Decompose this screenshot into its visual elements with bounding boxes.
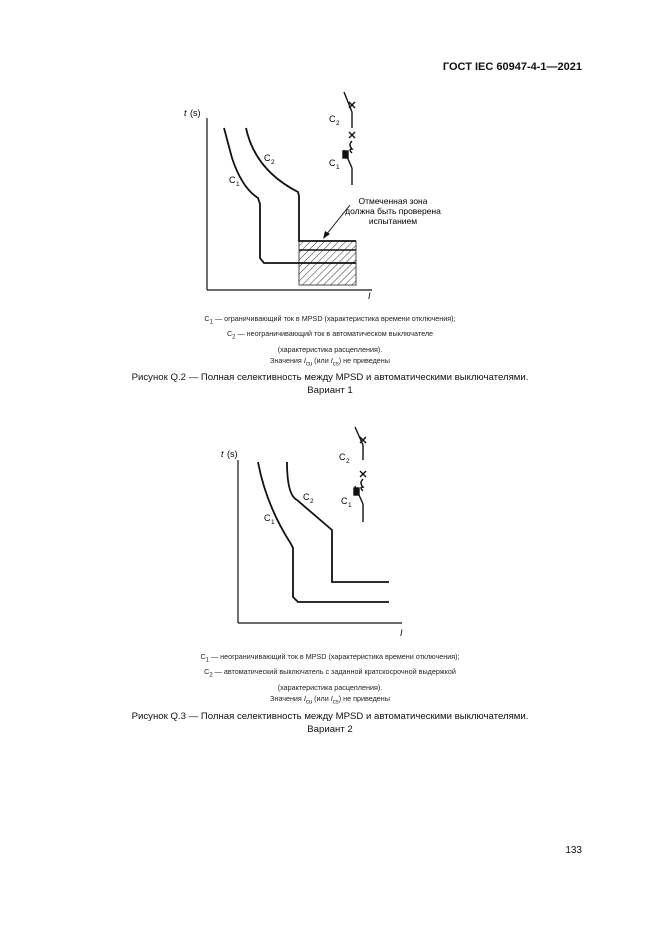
q3-legend-line4: Значения $I_{cu}$ (или $I_{cs}$) не приведены [270, 693, 390, 706]
q2-callout-line1: Отмеченная зона [358, 196, 428, 206]
q3-label-c1: C [264, 513, 271, 523]
q2-label-c1: C [229, 175, 236, 185]
q3-legend-line2: $C_2$ — автоматический выключатель с заданной кратскосрочной выдержкой [204, 667, 456, 679]
q2-legend-line2: $C_2$ — неограничивающий ток в автоматическом выключателе [226, 329, 434, 341]
q2-legend-line4: Значения $I_{cu}$ (или $I_{cs}$) не приведены [270, 355, 390, 368]
q2-schematic-c2: C [329, 114, 336, 124]
q2-label-c1-sub: 1 [236, 181, 240, 188]
q2-y-axis-var: t [184, 108, 187, 118]
q3-label-c2-sub: 2 [310, 498, 314, 505]
page-number: 133 [565, 845, 582, 856]
q2-caption-line1: Рисунок Q.2 — Полная селективность между MPSD и автоматическими выключателями. [131, 372, 529, 383]
q3-legend-line1: $C_1$ — неограничивающий ток в MPSD (характеристика времени отключения); [200, 652, 460, 664]
q3-x-axis-label: I [400, 628, 403, 638]
q3-curve-c1 [258, 462, 389, 602]
q2-breaker-schematic [343, 92, 355, 185]
q2-label-c2-sub: 2 [271, 159, 275, 166]
q3-schematic-c2: C [339, 452, 346, 462]
q2-callout-arrowhead [323, 231, 330, 239]
q2-y-axis-unit: (s) [190, 108, 201, 118]
q2-callout-line2: должна быть проверена [345, 206, 441, 216]
q3-y-axis-unit: (s) [227, 449, 238, 459]
q2-label-c2: C [264, 153, 271, 163]
document-standard-header: ГОСТ IEC 60947-4-1—2021 [442, 61, 582, 73]
q2-legend-line1: $C_1$ — ограничивающий ток в MPSD (характеристика времени отключения); [204, 314, 456, 326]
q3-caption-line2: Вариант 2 [307, 724, 353, 735]
q3-schematic-c1: C [341, 496, 348, 506]
q2-legend-line3: (характеристика расцепления). [277, 344, 383, 354]
q3-breaker-schematic [354, 427, 366, 522]
q3-schematic-c1-sub: 1 [348, 502, 352, 509]
q2-x-axis-label: I [368, 291, 371, 301]
q3-schematic-c2-sub: 2 [346, 458, 350, 465]
q3-caption-line1: Рисунок Q.3 — Полная селективность между MPSD и автоматическими выключателями. [131, 711, 529, 722]
q2-schematic-c2-sub: 2 [336, 120, 340, 127]
q2-callout-line3: испытанием [368, 216, 418, 226]
q3-curve-c2 [287, 462, 389, 582]
q3-label-c2: C [303, 492, 310, 502]
q2-caption [60, 371, 600, 397]
q3-legend [110, 651, 550, 708]
q3-legend-line3: (характеристика расцепления). [277, 682, 383, 692]
q3-y-axis-var: t [221, 449, 224, 459]
q2-curve-c2 [246, 128, 356, 241]
q2-legend [110, 313, 550, 370]
q3-caption [60, 710, 600, 736]
q2-schematic-c1-sub: 1 [336, 164, 340, 171]
q2-caption-line2: Вариант 1 [307, 385, 353, 396]
q2-schematic-c1: C [329, 158, 336, 168]
q3-label-c1-sub: 1 [271, 519, 275, 526]
